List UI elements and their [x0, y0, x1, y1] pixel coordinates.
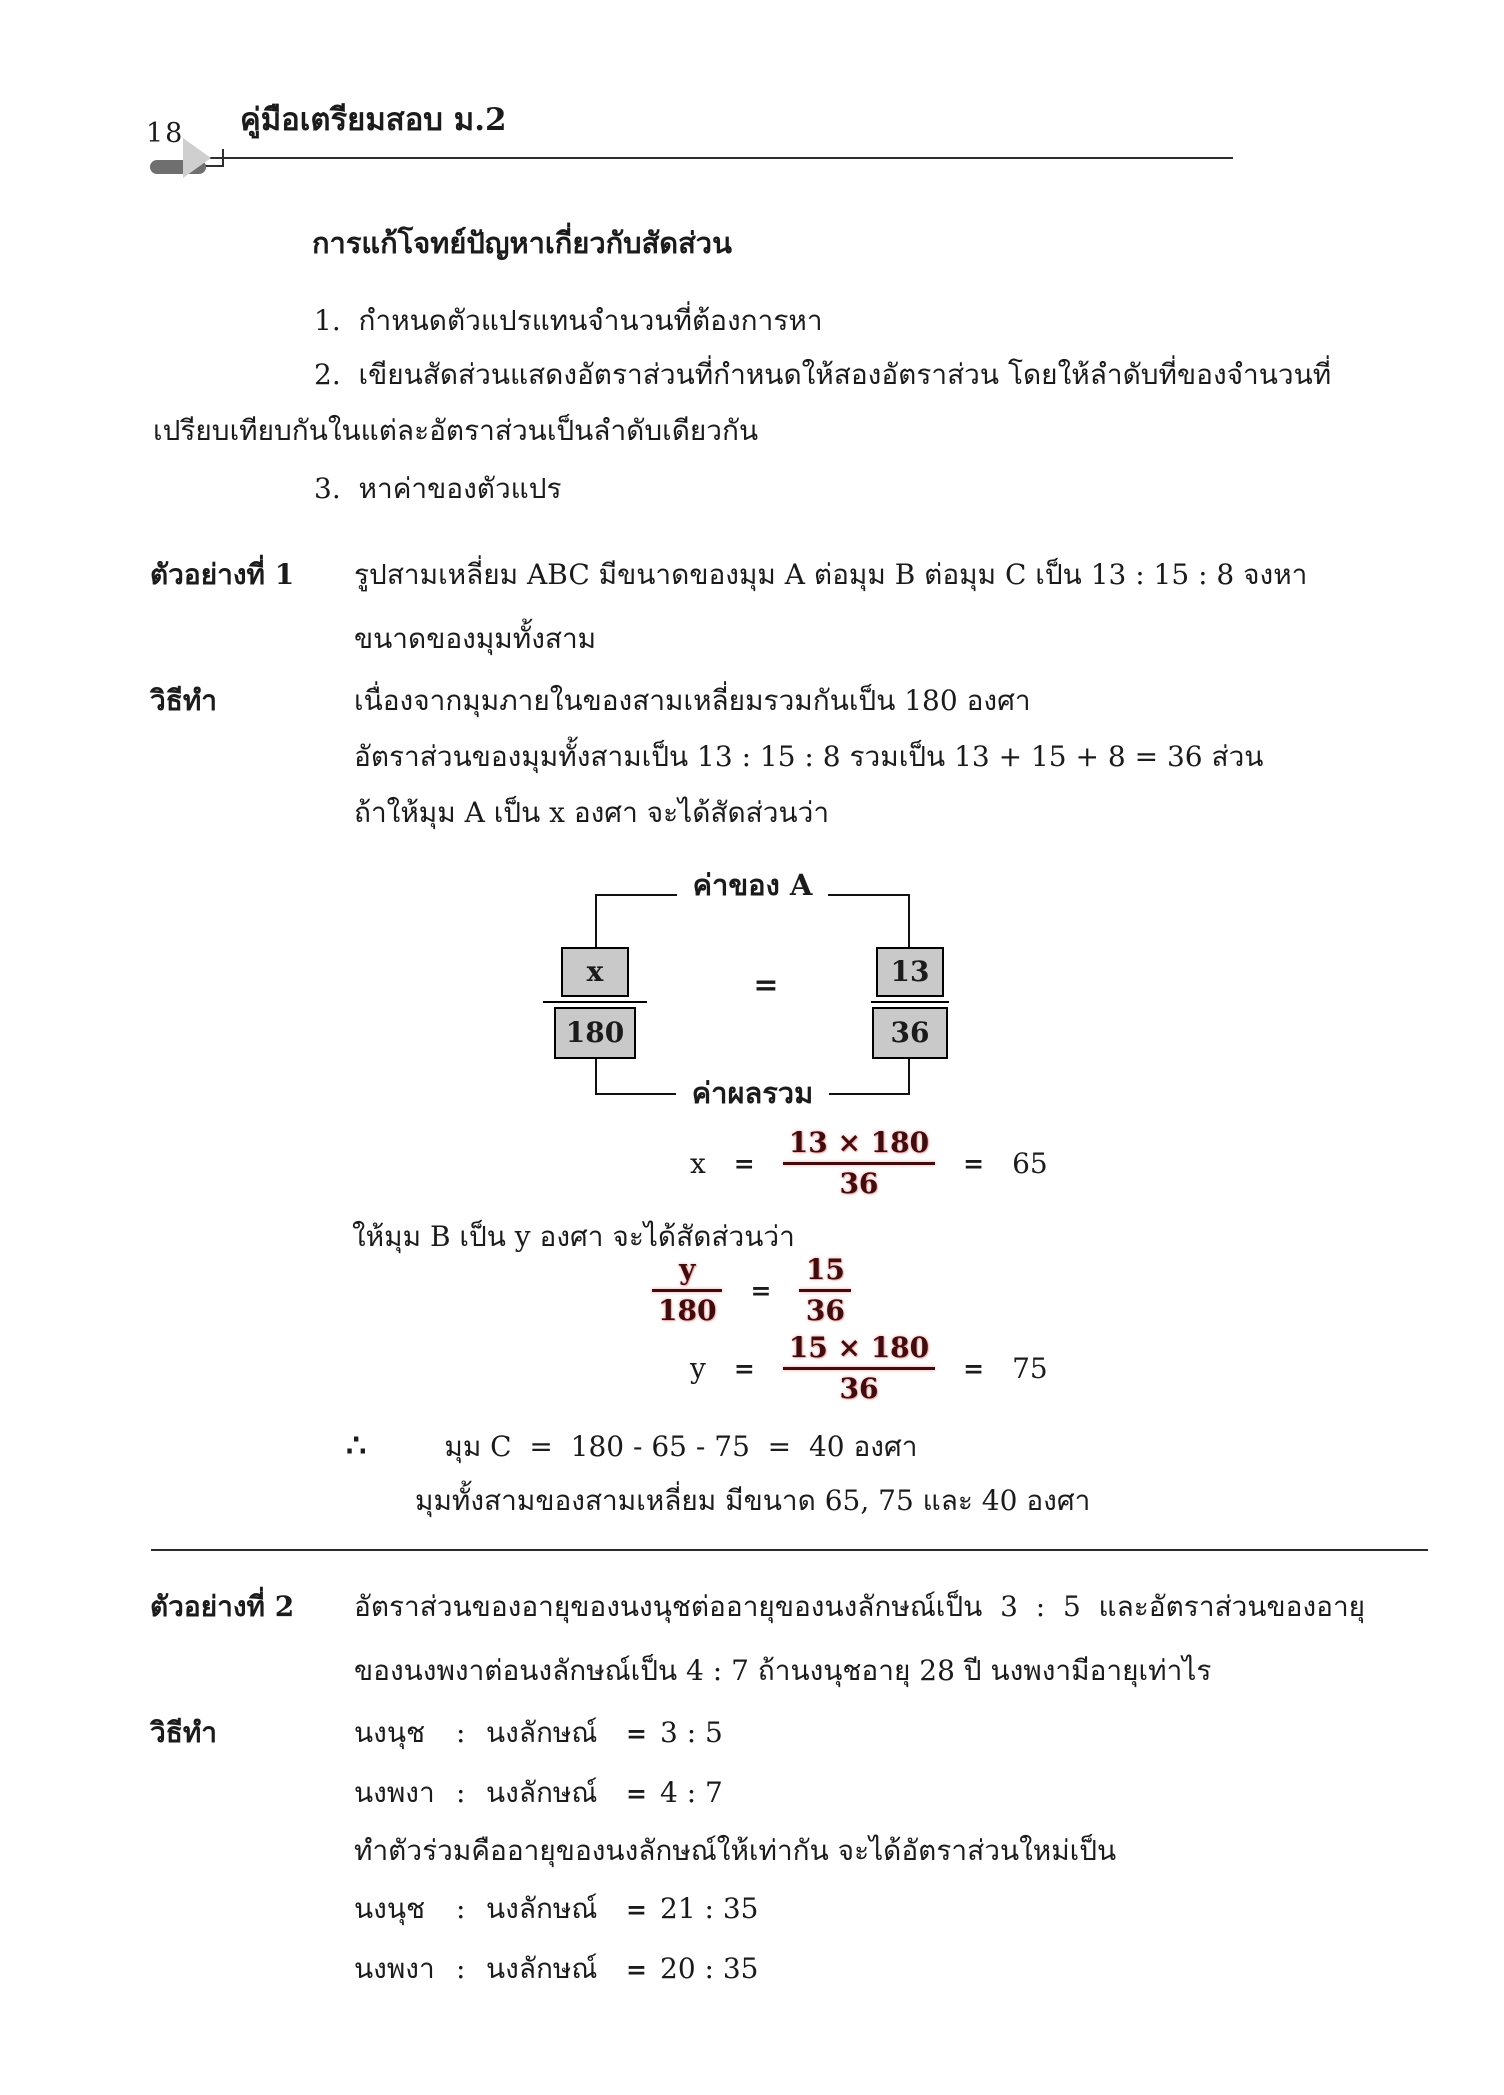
example2-common-line: ทำตัวร่วมคืออายุของนงลักษณ์ให้เท่ากัน จะได้อัตราส่วนใหม่เป็น [354, 1834, 1117, 1867]
diagram-bottom-label-row [595, 1074, 910, 1113]
header-arrow-icon [183, 138, 211, 178]
equation-x-result: 65 [1012, 1146, 1048, 1180]
proportion-y-right-fraction [799, 1254, 851, 1327]
ratio4-name1: นงพงา [354, 1952, 435, 1985]
ratio1-equals: = [626, 1719, 647, 1748]
ratio-row-4 [354, 1950, 759, 1988]
diagram-top-label: ค่าของ A [677, 866, 829, 905]
equation-x-equals-2: = [963, 1148, 985, 1178]
equation-y-fraction [783, 1332, 935, 1405]
step-line-1: 1. กำหนดตัวแปรแทนจำนวนที่ต้องการหา [314, 304, 823, 337]
example1-problem-line1: รูปสามเหลี่ยม ABC มีขนาดของมุม A ต่อมุม B ต่อมุม C เป็น 13 : 15 : 8 จงหา [354, 558, 1308, 591]
ratio4-colon: : [456, 1952, 466, 1985]
ratio1-name1: นงนุช [354, 1716, 425, 1749]
ratio3-equals: = [626, 1895, 647, 1924]
example2-problem-line1: อัตราส่วนของอายุของนงนุชต่ออายุของนงลักษณ์เป็น 3 : 5 และอัตราส่วนของอายุ [354, 1590, 1366, 1623]
example1-solution-line1: เนื่องจากมุมภายในของสามเหลี่ยมรวมกันเป็น 180 องศา [354, 684, 1031, 717]
ratio3-name1: นงนุช [354, 1892, 425, 1925]
example1-angle-b-line: ให้มุม B เป็น y องศา จะได้สัดส่วนว่า [352, 1220, 795, 1253]
equation-x [690, 1127, 1048, 1200]
proportion-y [652, 1254, 851, 1327]
example1-summary: มุมทั้งสามของสามเหลี่ยม มีขนาด 65, 75 และ 40 องศา [415, 1484, 1091, 1517]
equation-x-fraction-bar [783, 1162, 935, 1165]
equation-y [690, 1332, 1048, 1405]
ratio3-colon: : [456, 1892, 466, 1925]
step-line-2-continued: เปรียบเทียบกันในแต่ละอัตราส่วนเป็นลำดับเดียวกัน [153, 414, 759, 447]
diagram-bottom-label: ค่าผลรวม [676, 1074, 829, 1113]
proportion-y-left-numerator: y [679, 1253, 696, 1286]
diagram-right-fraction-bar [871, 1001, 949, 1003]
proportion-diagram [535, 868, 975, 1120]
therefore-symbol: ∴ [346, 1426, 367, 1464]
equation-x-lhs: x [690, 1146, 706, 1180]
header-title: คู่มือเตรียมสอบ ม.2 [240, 102, 507, 138]
example1-method-label: วิธีทำ [150, 684, 217, 717]
ratio-row-1 [354, 1714, 723, 1752]
section-title: การแก้โจทย์ปัญหาเกี่ยวกับสัดส่วน [312, 226, 732, 260]
example2-label: ตัวอย่างที่ 2 [150, 1590, 295, 1623]
ratio4-value: 20 : 35 [660, 1952, 759, 1985]
diagram-right-fraction [850, 947, 970, 1059]
example1-conclusion: มุม C = 180 - 65 - 75 = 40 องศา [444, 1430, 918, 1463]
equation-y-fraction-bar [783, 1367, 935, 1370]
proportion-y-right-bar [799, 1289, 851, 1292]
ratio-row-2 [354, 1774, 723, 1812]
diagram-left-denominator-box: 180 [554, 1007, 636, 1059]
equation-x-numerator: 13 × 180 [788, 1126, 930, 1159]
proportion-y-right-numerator: 15 [805, 1253, 845, 1286]
ratio2-equals: = [626, 1779, 647, 1808]
ratio2-colon: : [456, 1776, 466, 1809]
diagram-equals-sign: = [753, 968, 779, 1003]
diagram-left-numerator-box: x [561, 947, 629, 997]
header-rule [205, 157, 1233, 159]
equation-x-fraction [783, 1127, 935, 1200]
equation-y-equals-1: = [733, 1353, 755, 1383]
proportion-y-left-fraction [652, 1254, 722, 1327]
ratio1-colon: : [456, 1716, 466, 1749]
example2-problem-line2: ของนงพงาต่อนงลักษณ์เป็น 4 : 7 ถ้านงนุชอายุ 28 ปี นงพงามีอายุเท่าไร [354, 1654, 1212, 1687]
equation-y-equals-2: = [963, 1353, 985, 1383]
proportion-y-left-denominator: 180 [658, 1294, 717, 1328]
ratio1-name2: นงลักษณ์ [486, 1716, 598, 1749]
ratio4-name2: นงลักษณ์ [486, 1952, 598, 1985]
diagram-left-fraction [535, 947, 655, 1059]
ratio3-value: 21 : 35 [660, 1892, 759, 1925]
equation-x-denominator: 36 [839, 1167, 879, 1201]
example2-method-label: วิธีทำ [150, 1716, 217, 1749]
example1-solution-line2: อัตราส่วนของมุมทั้งสามเป็น 13 : 15 : 8 รวมเป็น 13 + 15 + 8 = 36 ส่วน [354, 740, 1264, 773]
proportion-y-right-denominator: 36 [805, 1294, 845, 1328]
example1-conclusion-row [346, 1424, 917, 1467]
ratio2-name1: นงพงา [354, 1776, 435, 1809]
equation-x-equals-1: = [733, 1148, 755, 1178]
page-number: 18 [146, 118, 185, 149]
ratio4-equals: = [626, 1955, 647, 1984]
diagram-top-label-row [595, 866, 910, 905]
example1-label: ตัวอย่างที่ 1 [150, 558, 295, 591]
example1-problem-line2: ขนาดของมุมทั้งสาม [354, 622, 597, 655]
ratio2-value: 4 : 7 [660, 1776, 723, 1809]
section-divider [151, 1549, 1428, 1551]
ratio2-name2: นงลักษณ์ [486, 1776, 598, 1809]
diagram-right-denominator-box: 36 [872, 1007, 948, 1059]
equation-y-lhs: y [690, 1351, 706, 1385]
example1-solution-line3: ถ้าให้มุม A เป็น x องศา จะได้สัดส่วนว่า [354, 796, 830, 829]
step-line-2: 2. เขียนสัดส่วนแสดงอัตราส่วนที่กำหนดให้สองอัตราส่วน โดยให้ลำดับที่ของจำนวนที่ [314, 358, 1332, 391]
proportion-y-equals: = [750, 1275, 772, 1305]
equation-y-result: 75 [1012, 1351, 1048, 1385]
diagram-right-numerator-box: 13 [876, 947, 944, 997]
equation-y-denominator: 36 [839, 1372, 879, 1406]
step-line-3: 3. หาค่าของตัวแปร [314, 472, 562, 505]
ratio3-name2: นงลักษณ์ [486, 1892, 598, 1925]
ratio-row-3 [354, 1890, 759, 1928]
proportion-y-left-bar [652, 1289, 722, 1292]
diagram-left-fraction-bar [543, 1001, 647, 1003]
equation-y-numerator: 15 × 180 [788, 1331, 930, 1364]
ratio1-value: 3 : 5 [660, 1716, 723, 1749]
